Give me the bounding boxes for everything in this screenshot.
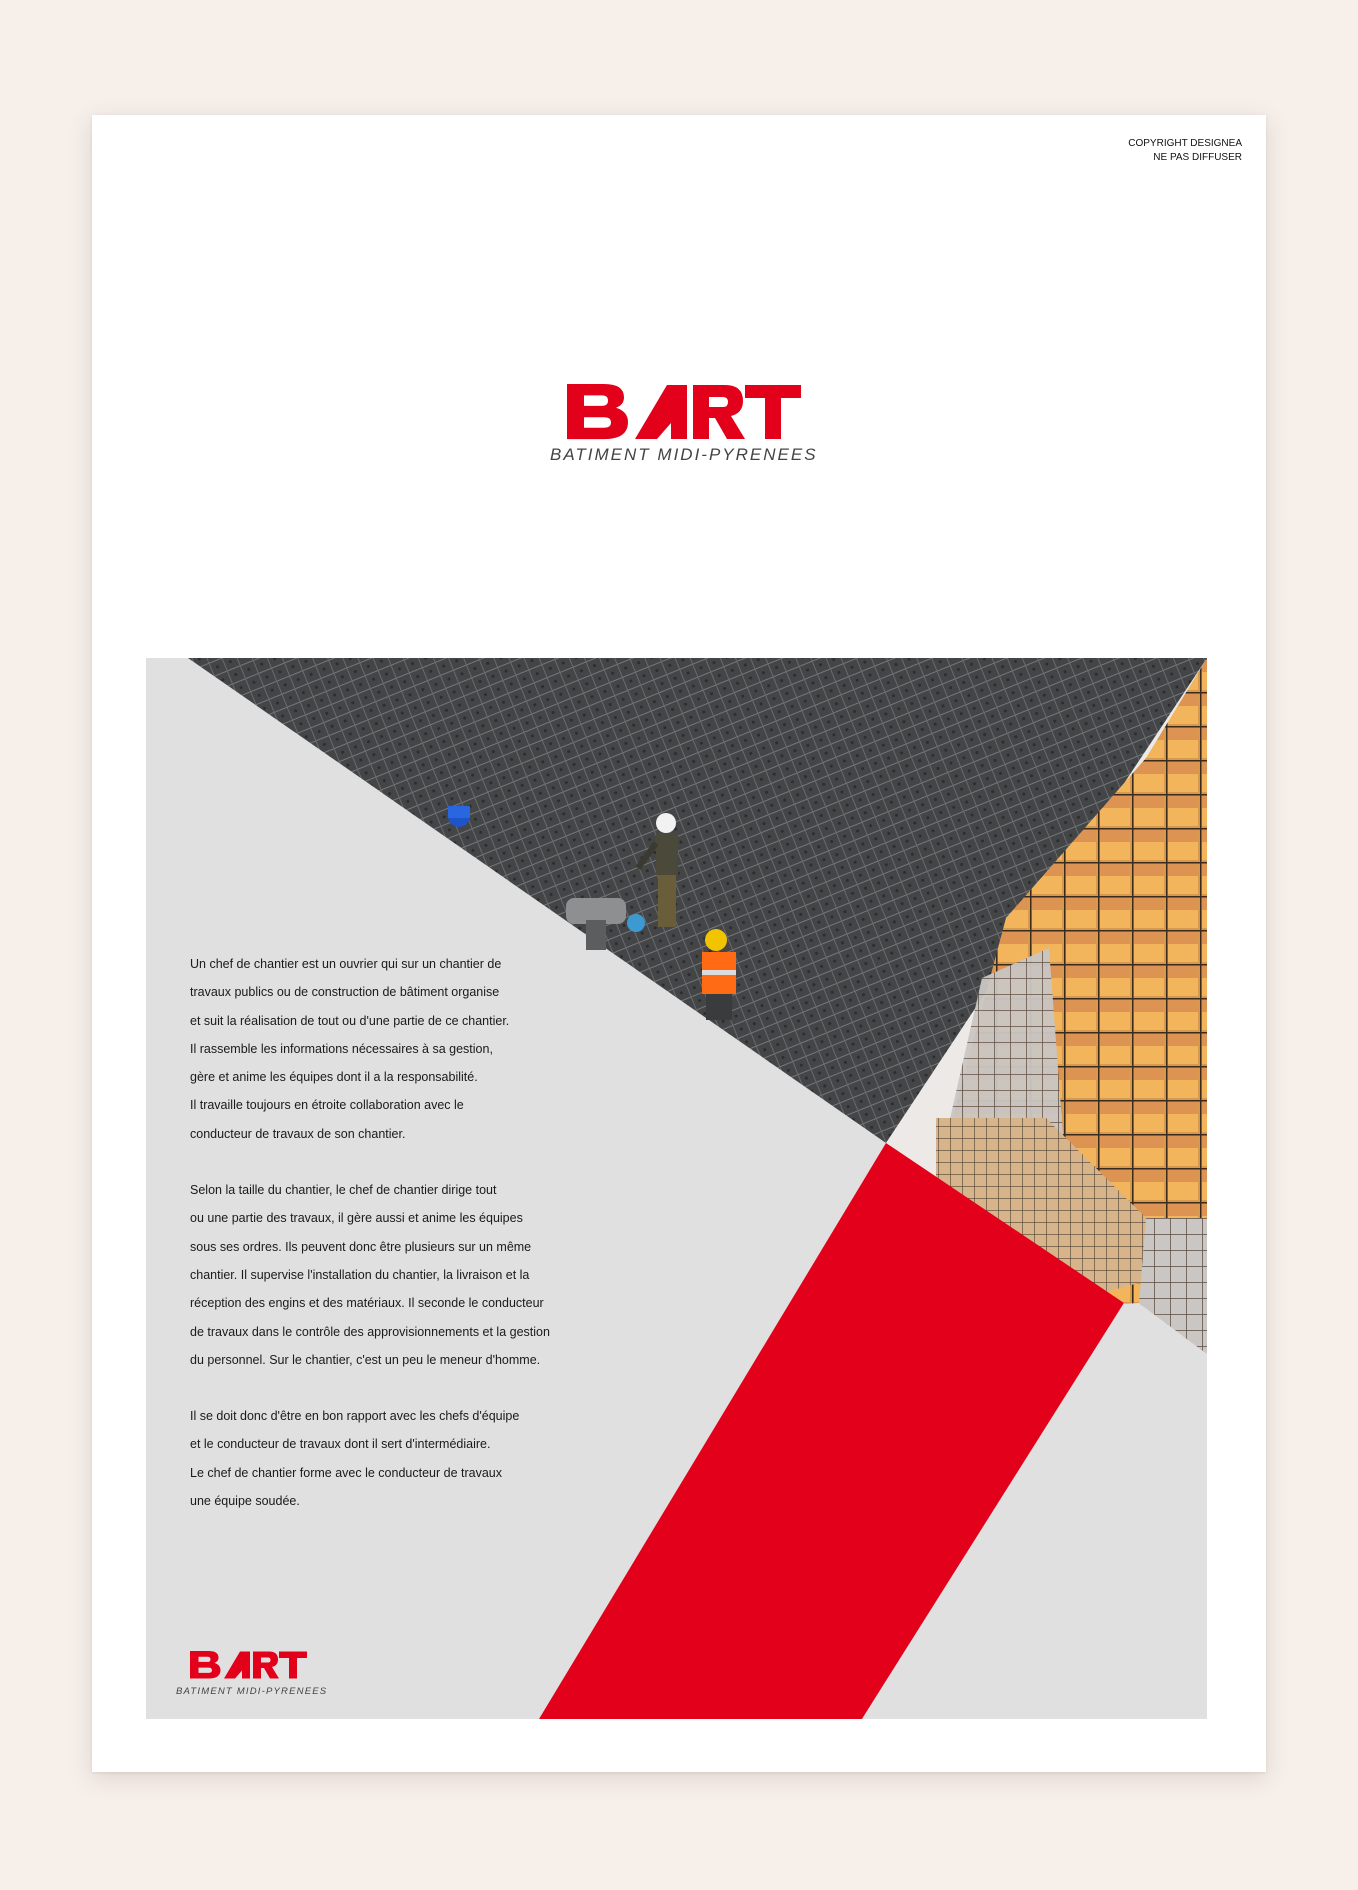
p3-line: et le conducteur de travaux dont il sert d'intermédiaire. xyxy=(190,1437,491,1452)
brand-tagline-small: BATIMENT MIDI-PYRENEES xyxy=(176,1686,328,1697)
p1-line: et suit la réalisation de tout ou d'une partie de ce chantier. xyxy=(190,1013,510,1028)
brand-tagline: BATIMENT MIDI-PYRENEES xyxy=(550,445,818,464)
flyer-sheet xyxy=(92,115,1266,1772)
p3-line: Le chef de chantier forme avec le conducteur de travaux xyxy=(190,1465,502,1480)
p2-line: Selon la taille du chantier, le chef de chantier dirige tout xyxy=(190,1183,497,1198)
paragraph-1 xyxy=(190,950,570,1148)
p2-line: du personnel. Sur le chantier, c'est un peu le meneur d'homme. xyxy=(190,1352,541,1367)
copyright-line-1: COPYRIGHT DESIGNEA xyxy=(1128,138,1242,149)
p2-line: ou une partie des travaux, il gère aussi et anime les équipes xyxy=(190,1211,523,1226)
p2-line: de travaux dans le contrôle des approvisionnements et la gestion xyxy=(190,1324,550,1339)
p1-line: travaux publics ou de construction de bâtiment organise xyxy=(190,985,500,1000)
p2-line: chantier. Il supervise l'installation du chantier, la livraison et la xyxy=(190,1267,530,1282)
p2-line: réception des engins et des matériaux. Il seconde le conducteur xyxy=(190,1296,544,1311)
body-text xyxy=(190,950,570,1543)
p3-line: une équipe soudée. xyxy=(190,1494,300,1509)
content-panel xyxy=(146,658,1207,1719)
p1-line: Il travaille toujours en étroite collaboration avec le xyxy=(190,1098,464,1113)
p2-line: sous ses ordres. Ils peuvent donc être plusieurs sur un même xyxy=(190,1239,532,1254)
copyright-line-2: NE PAS DIFFUSER xyxy=(1153,152,1242,163)
paragraph-3 xyxy=(190,1402,570,1515)
p1-line: Il rassemble les informations nécessaires à sa gestion, xyxy=(190,1041,493,1056)
p1-line: conducteur de travaux de son chantier. xyxy=(190,1126,406,1141)
paragraph-2 xyxy=(190,1176,570,1374)
p1-line: gère et anime les équipes dont il a la responsabilité. xyxy=(190,1070,478,1085)
copyright-notice xyxy=(1128,137,1242,165)
p1-line: Un chef de chantier est un ouvrier qui sur un chantier de xyxy=(190,957,502,971)
p3-line: Il se doit donc d'être en bon rapport avec les chefs d'équipe xyxy=(190,1409,520,1424)
